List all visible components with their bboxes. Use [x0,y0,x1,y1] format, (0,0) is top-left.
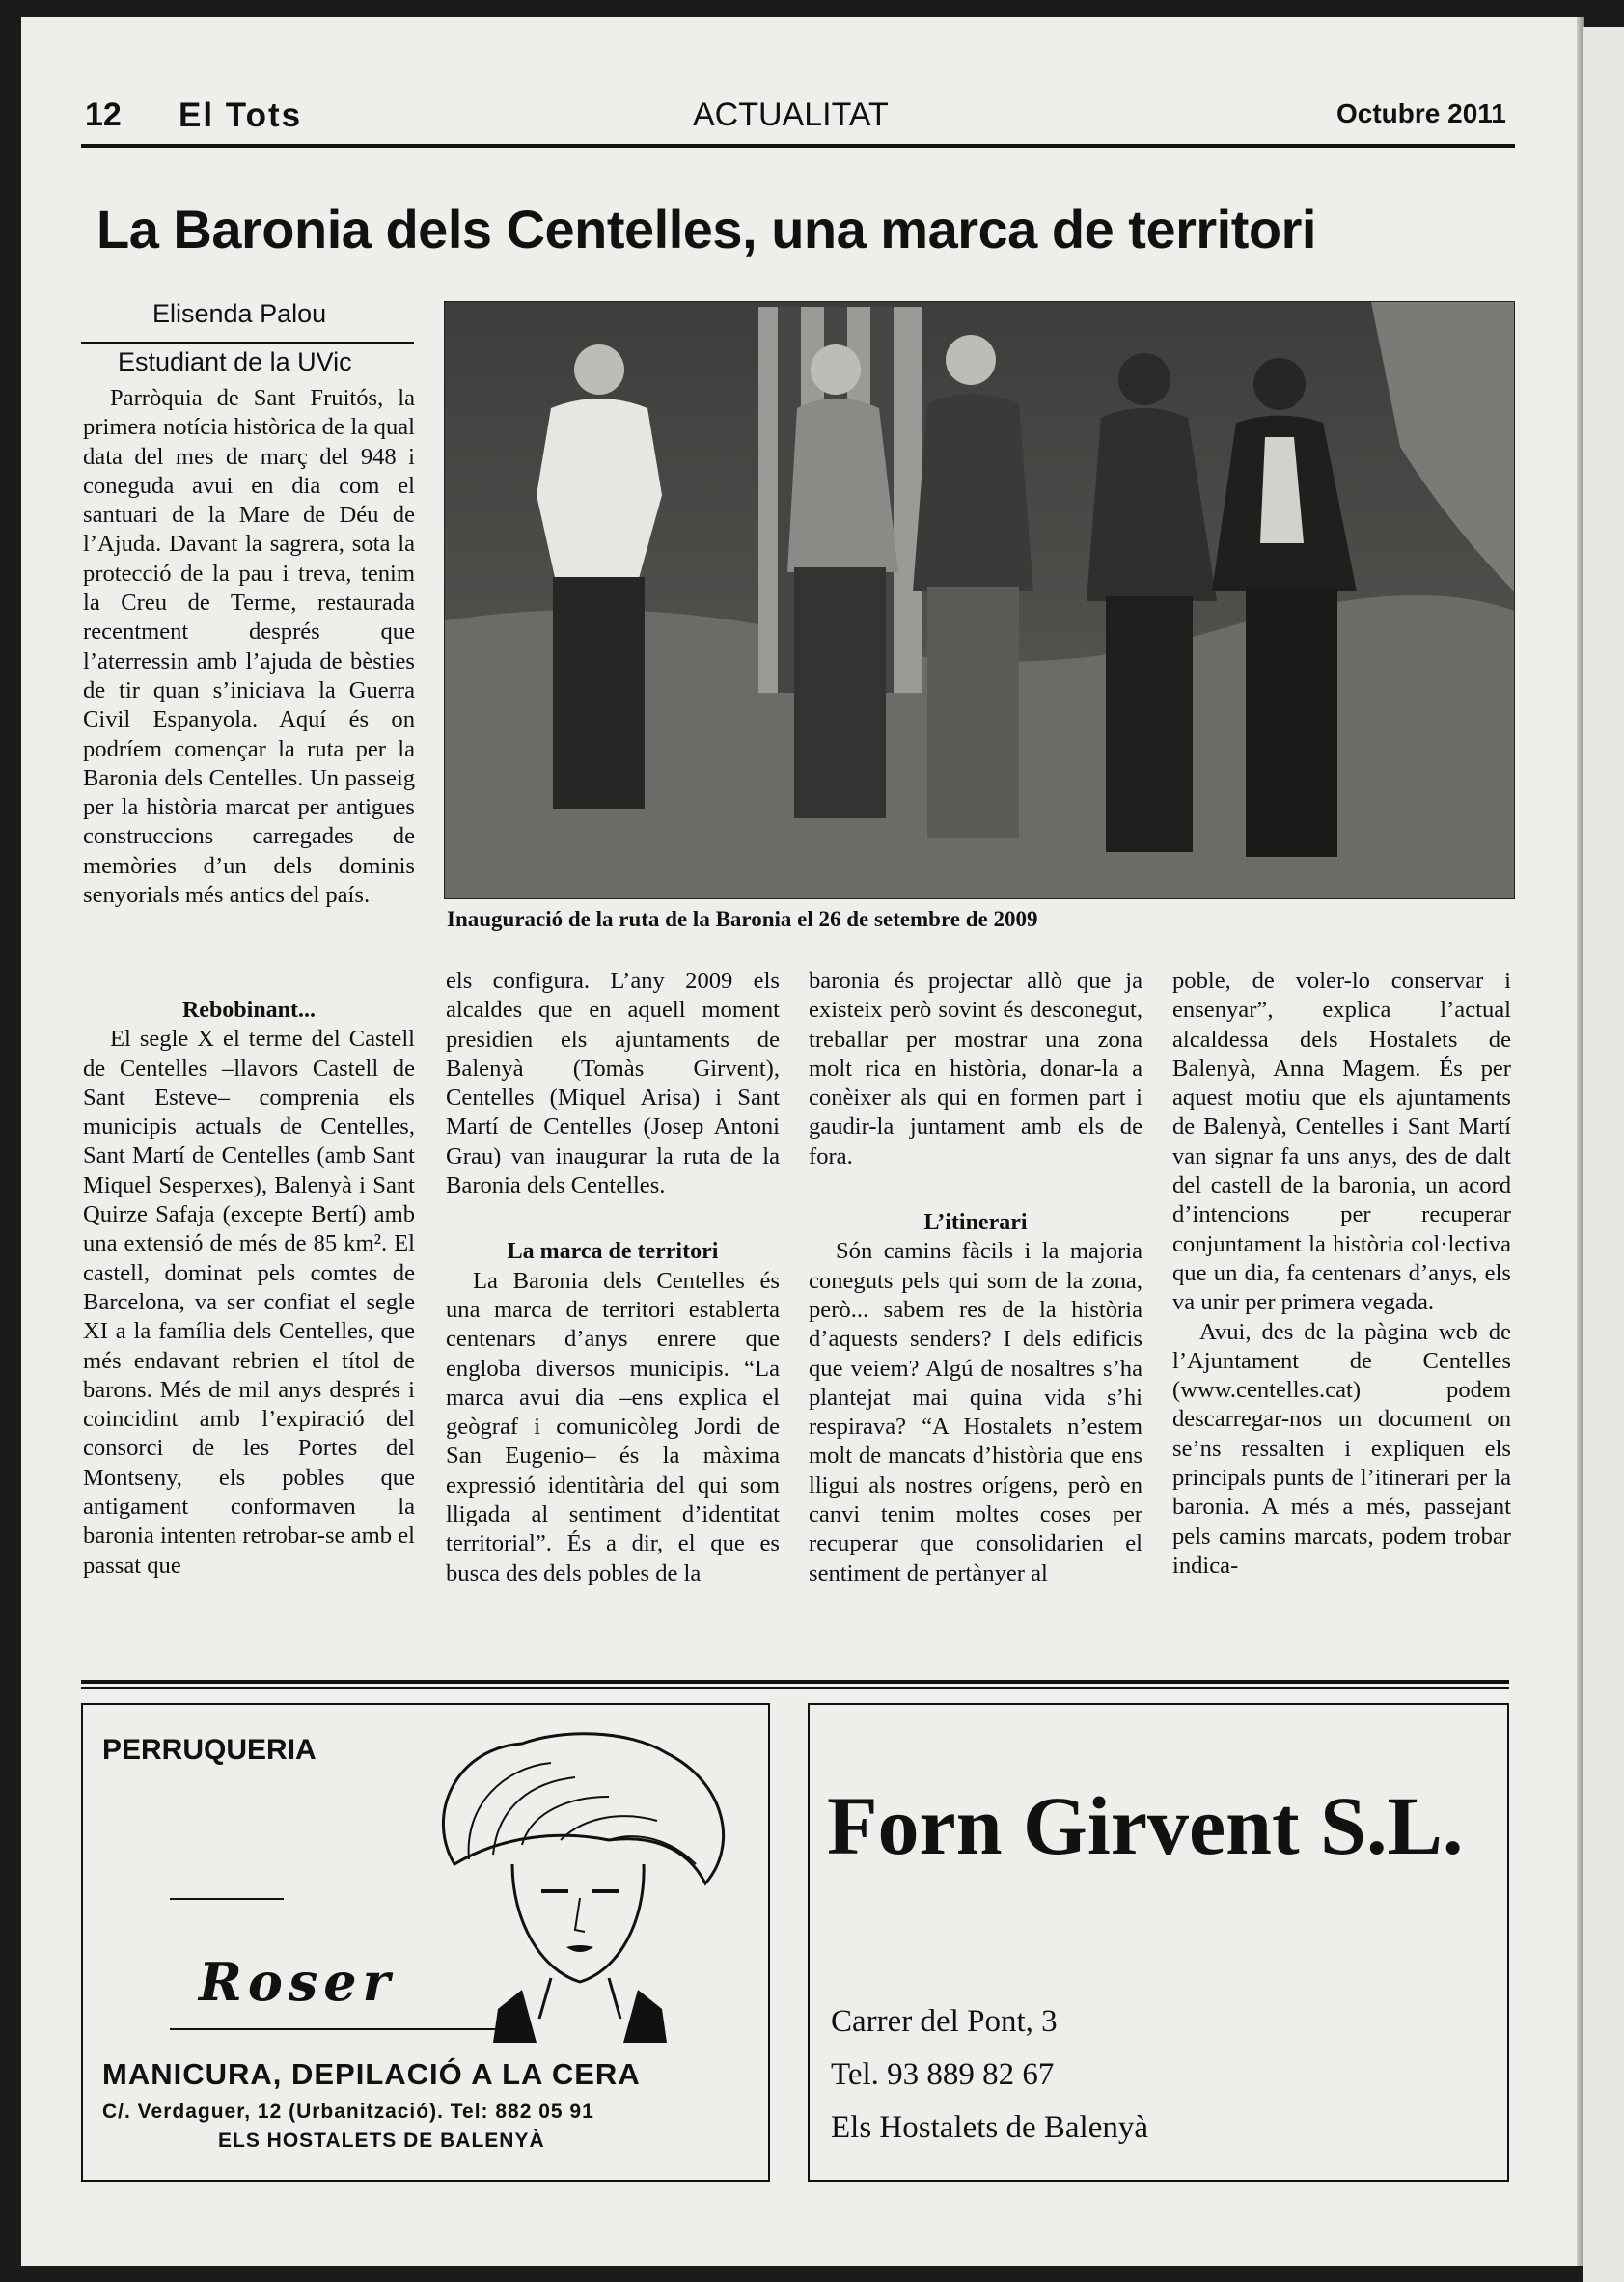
article-paragraph: Són camins fàcils i la majoria coneguts pels qui som de la zona, però... sabem res de la història d’aquests senders? I dels edificis que veiem? Algú de nosaltres s’ha plantejat mai quina vida s’hi respirava? “A Hostalets n’estem molt de mancats d’història que ens lligui als nostres orígens, però en canvi tenim moltes coses per recuperar que consolidarien el sentiment de pertànyer al [809,1238,1142,1586]
ad-forn-girvent [808,1703,1509,2182]
ad-town: ELS HOSTALETS DE BALENYÀ [218,2130,545,2152]
article-column-2 [446,967,780,1588]
article-intro: Parròquia de Sant Fruitós, la primera notícia històrica de la qual data del mes de març del 948 i coneguda avui en dia com el santuari de la Mare de Déu de l’Ajuda. Davant la sagrera, sota la protecció de la pau i treva, tenim la Creu de Terme, restaurada recentment després que l’aterressin amb l’ajuda de bèsties de tir quan s’iniciava la Guerra Civil Espanyola. Aquí és on podríem començar la ruta per la Baronia dels Centelles. Un passeig per la història marcat per antigues construccions carregades de memòries d’un dels dominis senyorials més antics del país. [83,385,415,909]
article-column-3 [809,967,1142,1588]
woman-illustration-icon [416,1729,744,2048]
byline-rule [81,342,414,344]
issue-date: Octubre 2011 [1336,98,1506,128]
ad-perruqueria-roser [81,1703,770,2182]
photo-caption: Inauguració de la ruta de la Baronia el 26 de setembre de 2009 [447,907,1038,931]
publication-name: El Tots [179,96,303,134]
article-column-1 [83,996,415,1581]
author-affiliation: Estudiant de la UVic [118,347,352,376]
ad-business-name: Forn Girvent S.L. [827,1779,1464,1872]
article-column-4 [1172,967,1511,1581]
article-paragraph: El segle X el terme del Castell de Centelles –llavors Castell de Sant Esteve– comprenia els municipis actuals de Centelles, Sant Martí de Centelles (amb Sant Miquel Sesperxes), Balenyà i Sant Quirze Safaja (excepte Bertí) amb una extensió de més de 85 km². El castell, dominat pels comtes de Barcelona, va ser confiat el segle XI a la família dels Centelles, que més endavant rebrien el títol de barons. Més de mil anys després i coincidint amb l’expiració del consorci de les Portes del Montseny, els pobles que antigament conformaven la baronia intenten retrobar-se amb el passat que [83,1026,415,1579]
article-paragraph: els configura. L’any 2009 els alcaldes que en aquell moment presidien els ajuntaments de Balenyà (Tomàs Girvent), Centelles (Miquel Arisa) i Sant Martí de Centelles (Josep Antoni Grau) van inaugurar la ruta de la Baronia dels Centelles. [446,968,780,1199]
section-name: ACTUALITAT [693,96,889,133]
article-column-1-top [83,384,415,910]
article-paragraph: poble, de voler-lo conservar i ensenyar”, explica l’actual alcaldessa dels Hostalets de Balenyà, Anna Magem. És per aquest motiu que els ajuntaments de Balenyà, Centelles i Sant Martí van signar fa uns anys, des de dalt del castell de la baronia, un acord d’intencions per recuperar conjuntament la història col·lectiva que un dia, fa centenars d’anys, els va unir per primera vegada. [1172,968,1511,1316]
article-headline: La Baronia dels Centelles, una marca de territori [96,199,1316,260]
subheading-itinerari: L’itinerari [923,1210,1028,1236]
ads-rule [81,1680,1509,1684]
ads-rule-thin [81,1687,1509,1689]
article-paragraph: baronia és projectar allò que ja existeix però sovint és desconegut, treballar per mostrar una zona molt rica en història, donar-la a conèixer als qui en formen part i gaudir-la juntament amb els de fora. [809,968,1142,1169]
article-paragraph: Avui, des de la pàgina web de l’Ajuntament de Centelles (www.centelles.cat) podem descarregar-nos un document on se’ns ressalten i expliquen els principals punts de l’itinerari per la baronia. A més a més, passejant pels camins marcats, podem trobar indica- [1172,1318,1511,1579]
ad-town: Els Hostalets de Balenyà [831,2110,1149,2145]
ad-address: Carrer del Pont, 3 [831,2004,1058,2039]
ad-business-name: Roser [199,1951,397,2013]
subheading-marca: La marca de territori [507,1239,719,1265]
page-number: 12 [85,96,122,133]
ad-title: PERRUQUERIA [102,1734,317,1766]
decorative-line [170,1898,284,1900]
ad-address: C/. Verdaguer, 12 (Urbanització). Tel: 882 05 91 [102,2101,594,2123]
ad-phone: Tel. 93 889 82 67 [831,2057,1055,2092]
subheading-rebobinant: Rebobinant... [181,998,317,1023]
ad-services: MANICURA, DEPILACIÓ A LA CERA [102,2057,641,2091]
author-byline: Elisenda Palou [152,299,327,328]
article-photo [444,301,1515,899]
article-paragraph: La Baronia dels Centelles és una marca de territori establerta centenars d’anys enrere que engloba diversos municipis. “La marca avui dia –ens explica el geògraf i comunicòleg Jordi de San Eugenio– és la màxima expressió identitària del qui som lligada al sentiment d’identitat territorial”. És a dir, el que es busca des dels pobles de la [446,1267,780,1586]
header-rule [81,144,1515,148]
next-page-edge [1583,27,1624,2282]
decorative-underline [170,2028,498,2030]
